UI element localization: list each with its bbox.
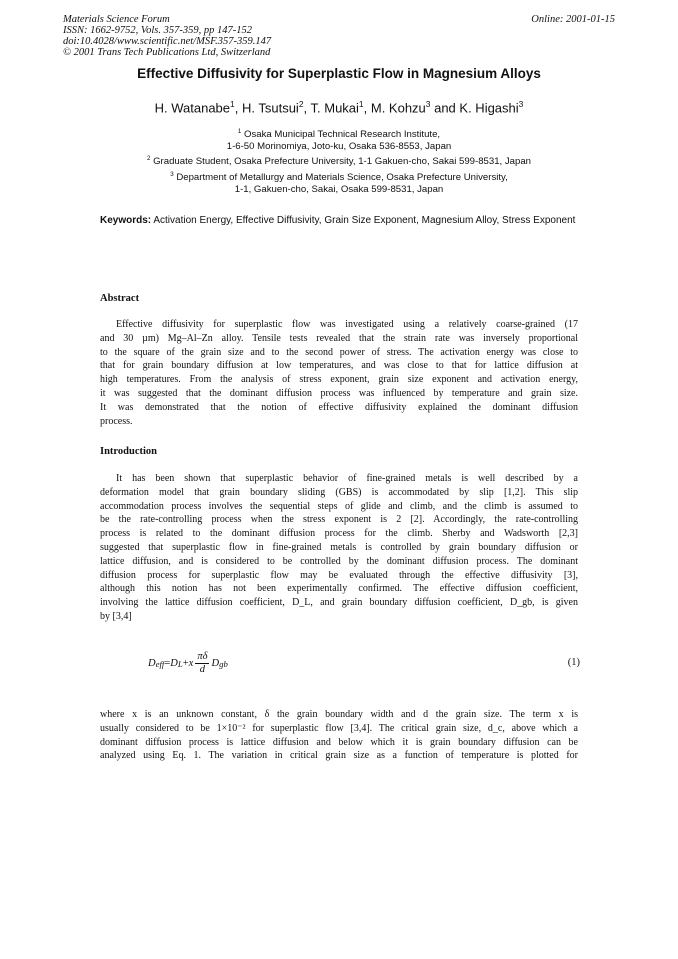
online-date: Online: 2001-01-15 — [531, 14, 615, 25]
text-line: by [3,4] — [100, 610, 132, 622]
eq-fraction — [195, 651, 209, 676]
author-name: H. Tsutsui — [241, 100, 299, 116]
author-name: T. Mukai — [310, 100, 359, 116]
paper-title: Effective Diffusivity for Superplastic Flow in Magnesium Alloys — [137, 66, 541, 81]
affiliation-line: 1-6-50 Morinomiya, Joto-ku, Osaka 536-8553, Japan — [226, 141, 452, 153]
text-line: that for grain boundary diffusion at low temperatures, and was close to that for lattice diffusion at — [100, 360, 578, 372]
affiliation-line: Department of Metallurgy and Materials Science, Osaka Prefecture University, — [176, 172, 508, 184]
eq-term1-sub: L — [177, 658, 183, 669]
text-line: suggested that superplastic flow in fine-grained metals is controlled by grain boundary diffusion or — [100, 541, 578, 553]
introduction-body — [100, 472, 578, 624]
text-line: involving the lattice diffusion coefficient, D_L, and grain boundary diffusion coefficient, D_gb, is given — [100, 597, 578, 609]
author-sup: 1 — [358, 99, 364, 109]
abstract-heading: Abstract — [100, 293, 140, 304]
eq-numerator: πδ — [197, 651, 208, 662]
copyright-line: © 2001 Trans Tech Publications Ltd, Switzerland — [63, 47, 271, 58]
text-line: It was demonstrated that the notion of effective diffusivity explained the dominant diffusion — [100, 401, 578, 413]
author-and: and — [430, 100, 460, 116]
text-line: where x is an unknown constant, δ the grain boundary width and d the grain size. The term x is — [100, 709, 578, 720]
author-name: M. Kohzu — [370, 100, 426, 116]
affiliation-sup: 2 — [146, 155, 151, 162]
affiliation-3 — [0, 169, 678, 196]
equation-1 — [140, 643, 580, 683]
text-line: analyzed using Eq. 1. The variation in critical grain size as a function of temperature is plotted for — [100, 750, 578, 762]
eq-term1: D — [170, 658, 178, 669]
eq-term2: D — [211, 658, 220, 669]
author-sup: 1 — [230, 99, 235, 109]
text-line: It has been shown that superplastic behavior of fine-grained metals is well described by a — [116, 473, 578, 484]
text-line: high temperatures. From the analysis of stress exponent, grain size exponent and activation energy, — [100, 374, 578, 386]
affiliation-sup: 1 — [237, 128, 242, 135]
equation-number: (1) — [567, 657, 580, 668]
text-line: be the rate-controlling process when the stress exponent is 2 [2]. Accordingly, the rate-controlling — [100, 514, 578, 526]
introduction-body-continued — [100, 708, 578, 763]
text-line: although this notion has not been experimentally confirmed. The effective diffusion coefficient, — [100, 583, 578, 595]
issn-line: ISSN: 1662-9752, Vols. 357-359, pp 147-152 — [63, 25, 252, 36]
text-line: lattice diffusion, and is considered to be controlled by the dominant diffusion process. The dominant — [100, 555, 578, 567]
doi-link[interactable]: doi:10.4028/www.scientific.net/MSF.357-359.147 — [63, 36, 272, 47]
eq-lhs: D — [148, 658, 156, 669]
text-line: process is related to the dominant diffusion process for the climb. Sherby and Wadsworth [2,3] — [100, 528, 578, 540]
affiliation-line: Osaka Municipal Technical Research Institute, — [244, 129, 441, 141]
introduction-heading: Introduction — [100, 446, 157, 457]
abstract-body — [100, 318, 578, 428]
affiliation-sup: 3 — [170, 171, 174, 178]
text-line: Effective diffusivity for superplastic flow was investigated using a relatively coarse-grained (17 — [116, 319, 578, 330]
text-line: deformation model that grain boundary sliding (GBS) is accommodated by slip [1,2]. This slip — [100, 486, 578, 498]
author-separator: , — [234, 100, 242, 116]
text-line: and 30 µm) Mg–Al–Zn alloy. Tensile tests revealed that the strain rate was inversely proportional — [100, 332, 578, 344]
text-line: process. — [100, 415, 133, 427]
affiliation-1 — [0, 126, 678, 153]
eq-equals: = — [164, 658, 171, 669]
eq-lhs-sub: eff — [155, 658, 165, 669]
journal-name: Materials Science Forum — [63, 14, 170, 25]
author-separator: , — [363, 100, 371, 116]
eq-denominator: d — [199, 664, 206, 675]
author-sup: 3 — [518, 99, 524, 109]
eq-x: x — [188, 658, 194, 669]
affiliation-line: Graduate Student, Osaka Prefecture University, 1-1 Gakuen-cho, Sakai 599-8531, Japan — [153, 156, 532, 168]
text-line: accommodation process involves the sequential steps of glide and climb, and the climb is assumed to — [100, 500, 578, 512]
text-line: dominant diffusion process is lattice diffusion and below which it is grain boundary diffusion can be — [100, 736, 578, 748]
affiliation-line: 1-1, Gakuen-cho, Sakai, Osaka 599-8531, Japan — [234, 184, 444, 196]
keywords-text: Activation Energy, Effective Diffusivity, Grain Size Exponent, Magnesium Alloy, Stress Exponent — [151, 215, 576, 226]
author-list — [0, 99, 678, 115]
author-name: H. Watanabe — [154, 100, 231, 116]
text-line: usually considered to be 1×10⁻² for superplastic flow [3,4]. The critical grain size, d_c, above which a — [100, 722, 578, 734]
keywords-label: Keywords: — [100, 215, 152, 226]
keywords — [100, 215, 580, 227]
journal-header — [63, 14, 615, 58]
author-sup: 2 — [298, 99, 304, 109]
author-sup: 3 — [425, 99, 431, 109]
author-name: K. Higashi — [459, 100, 519, 116]
text-line: it was suggested that the dominant diffusion process was influenced by temperature and grain size. — [100, 387, 578, 399]
author-separator: , — [303, 100, 311, 116]
eq-term2-sub: gb — [219, 658, 228, 669]
eq-plus: + — [182, 658, 189, 669]
affiliation-2 — [0, 153, 678, 168]
text-line: to the square of the grain size and to the second power of stress. The activation energy was close to — [100, 346, 578, 358]
text-line: diffusion process for superplastic flow may be evaluated through the effective diffusivity [3], — [100, 569, 578, 581]
